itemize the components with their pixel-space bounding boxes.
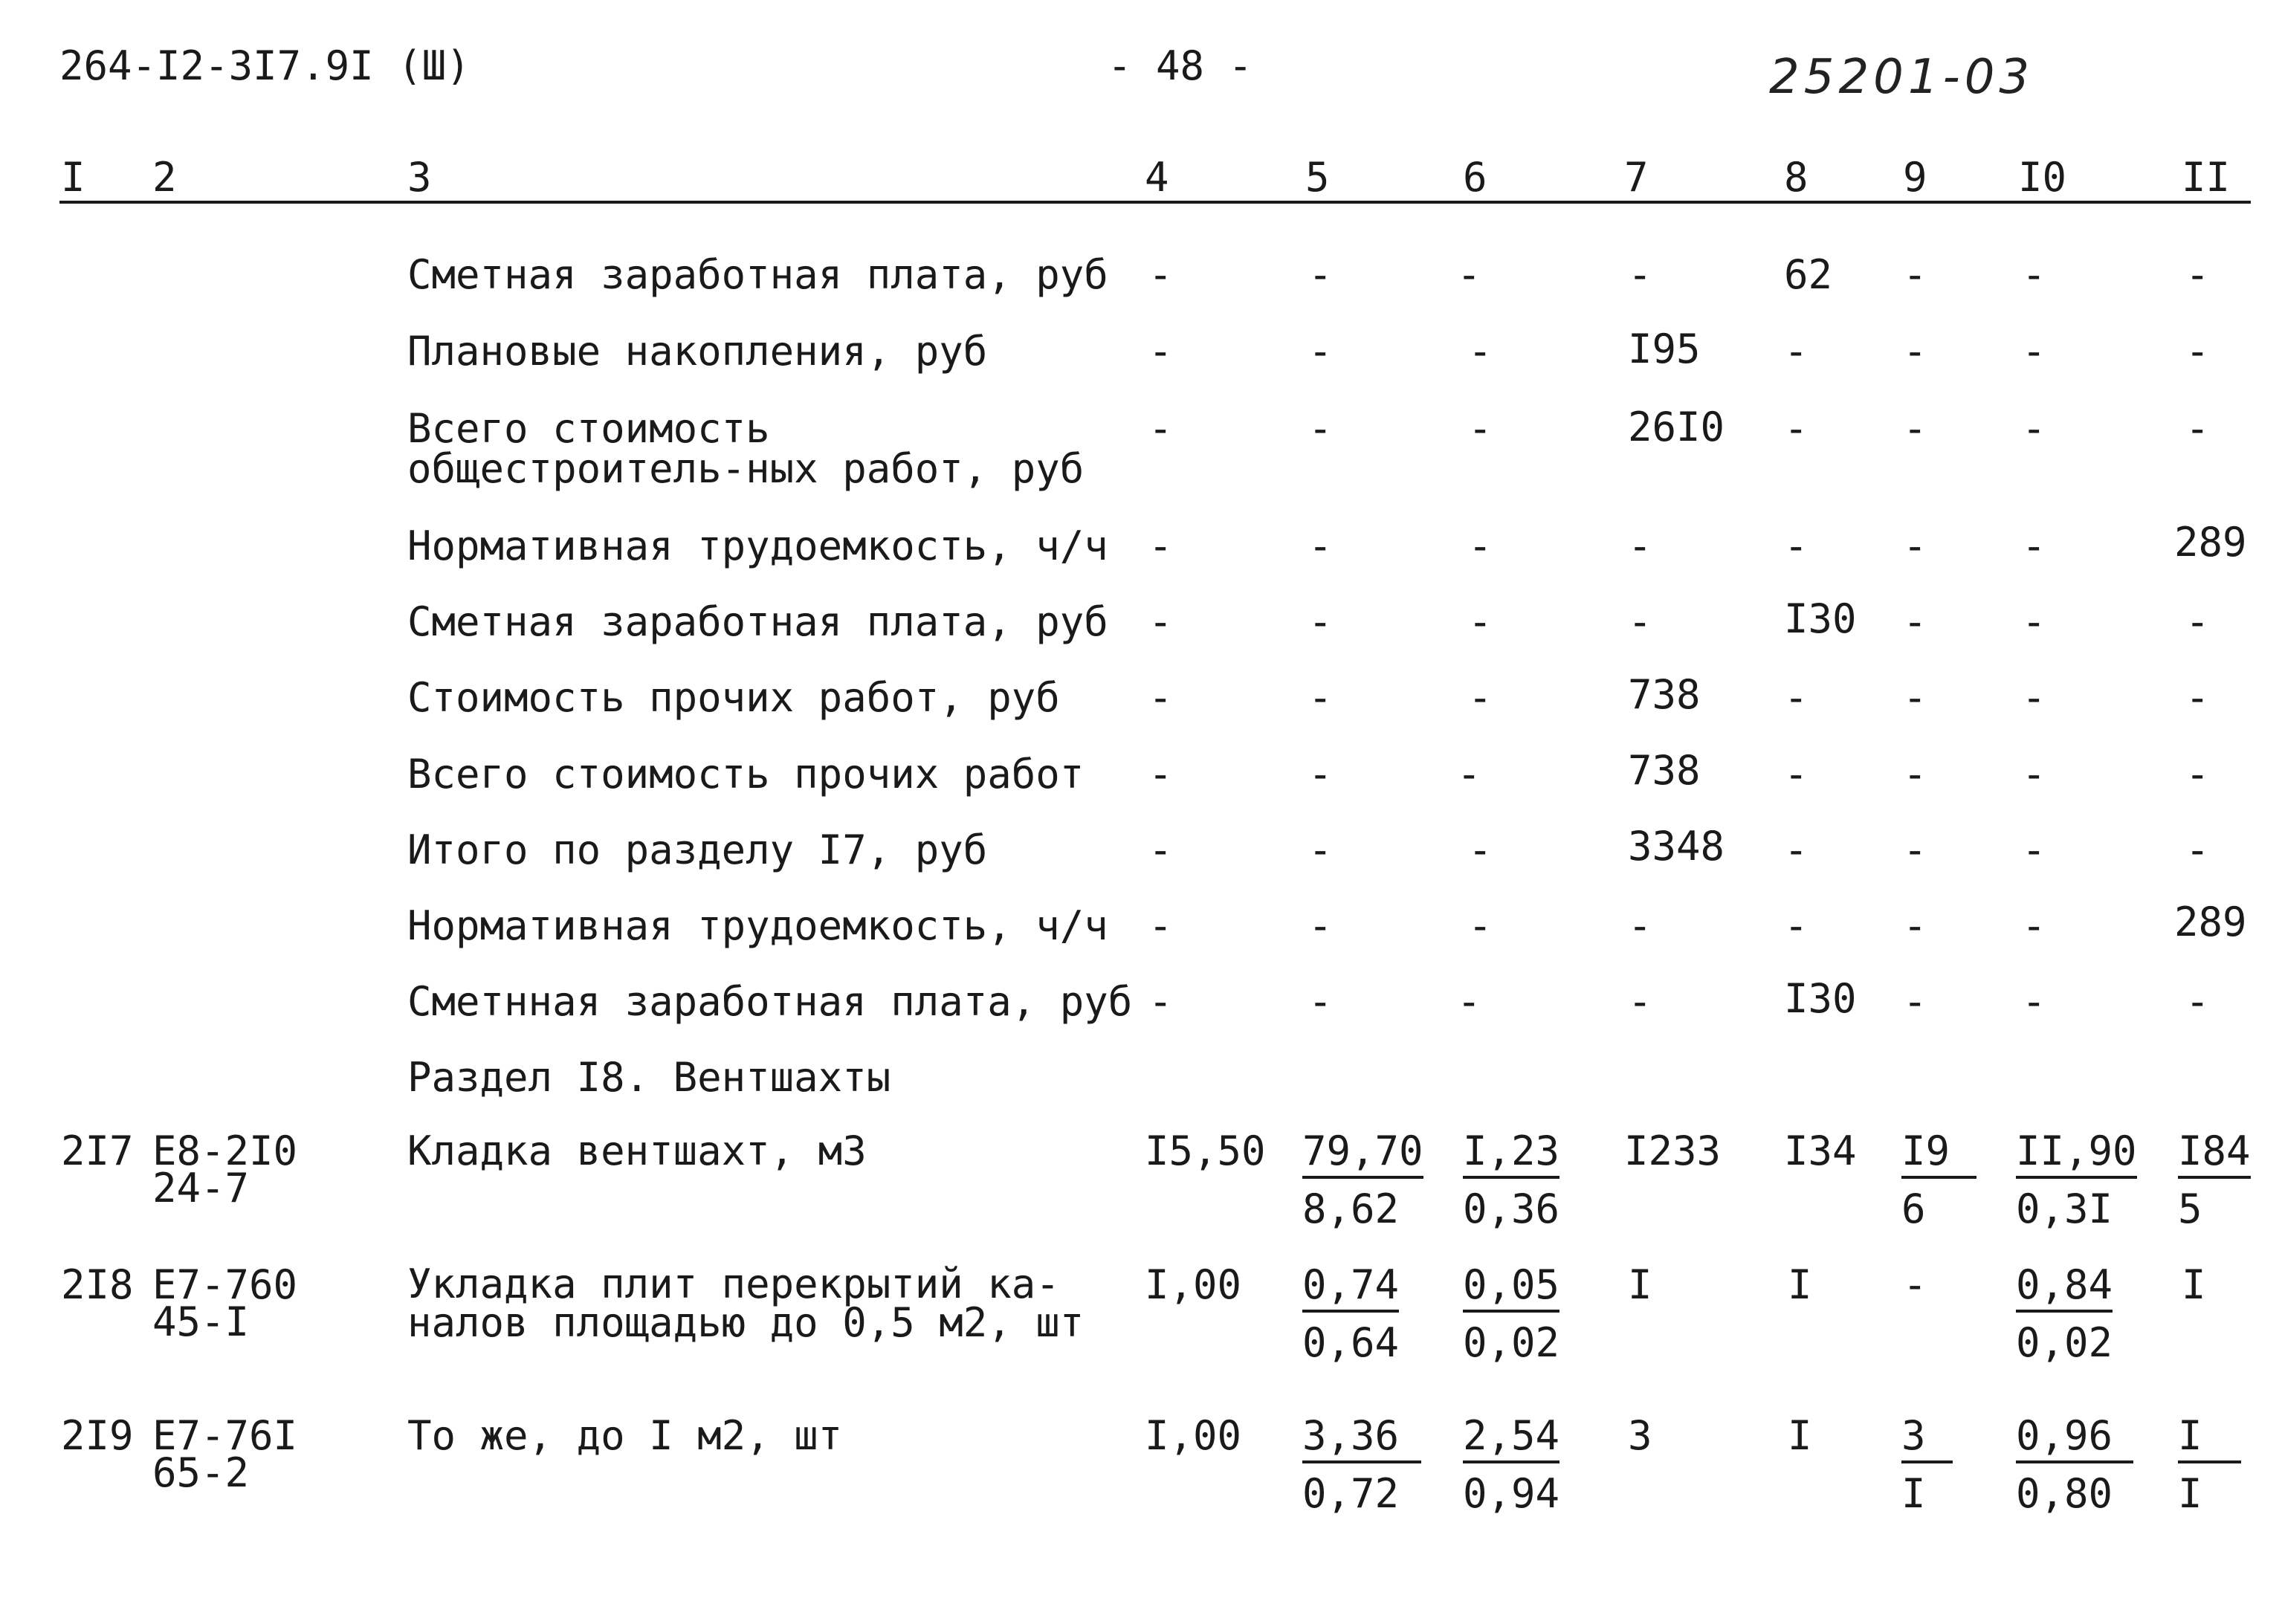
item-label: То же, до I м2, шт — [407, 1412, 843, 1459]
cell-c10: - — [2022, 751, 2046, 798]
cell-c7: - — [1628, 902, 1652, 949]
cell-c8: - — [1784, 405, 1809, 452]
cell-c11: - — [2185, 251, 2210, 298]
column-header-5: 5 — [1305, 154, 1330, 201]
cell-c10-denominator: 0,02 — [2016, 1319, 2113, 1366]
row-label: Нормативная трудоемкость, ч/ч — [407, 902, 1108, 949]
cell-c9: - — [1903, 328, 1927, 375]
row-label: Сметная заработная плата, руб — [407, 251, 1108, 298]
cell-c8: - — [1784, 826, 1809, 873]
cell-c5-denominator: 8,62 — [1302, 1185, 1400, 1232]
column-header-2: 2 — [152, 154, 177, 201]
cell-c4: - — [1148, 826, 1173, 873]
cell-c9-numerator: I9 — [1901, 1131, 1976, 1179]
column-header-8: 8 — [1784, 154, 1809, 201]
archive-stamp: 25201-03 — [1769, 50, 2034, 105]
cell-c6: - — [1468, 405, 1493, 452]
cell-c7: I95 — [1628, 326, 1701, 372]
item-number: 2I9 — [61, 1412, 134, 1459]
column-header-11: II — [2182, 154, 2231, 201]
cell-c11: 289 — [2174, 899, 2247, 945]
cell-c11: - — [2185, 598, 2210, 645]
section-title: Раздел I8. Вентшахты — [407, 1054, 891, 1101]
cell-c5: - — [1308, 751, 1333, 798]
cell-c9: - — [1903, 523, 1927, 569]
cell-c11-denominator: 5 — [2178, 1185, 2202, 1232]
cell-c11: - — [2185, 674, 2210, 721]
item-number: 2I8 — [61, 1261, 134, 1308]
cell-c11-numerator: I84 — [2178, 1131, 2251, 1179]
cell-c8: 62 — [1784, 251, 1833, 298]
cell-c10: - — [2022, 251, 2046, 298]
cell-c10: - — [2022, 978, 2046, 1025]
cell-c9: - — [1903, 902, 1927, 949]
cell-c5-denominator: 0,72 — [1302, 1470, 1400, 1517]
cell-c5: - — [1308, 978, 1333, 1025]
cell-c10: - — [2022, 674, 2046, 721]
cell-c9: - — [1903, 751, 1927, 798]
cell-c10: - — [2022, 328, 2046, 375]
cell-c4: I,00 — [1145, 1412, 1242, 1459]
cell-c4: - — [1148, 598, 1173, 645]
cell-c9: - — [1903, 674, 1927, 721]
cell-c7: - — [1628, 598, 1652, 645]
cell-c6-denominator: 0,36 — [1463, 1185, 1560, 1232]
column-header-10: I0 — [2018, 154, 2067, 201]
cell-c11: - — [2185, 751, 2210, 798]
item-code: E8-2I0 — [152, 1128, 298, 1174]
item-label: Укладка плит перекрытий ка-налов площадью до 0,5 м2, шт — [407, 1261, 1085, 1346]
cell-c11: - — [2185, 978, 2210, 1025]
column-header-3: 3 — [407, 154, 432, 201]
cell-c11: I — [2182, 1261, 2206, 1308]
column-header-4: 4 — [1145, 154, 1169, 201]
cell-c10-numerator: II,90 — [2016, 1131, 2137, 1179]
cell-c7: 3 — [1628, 1412, 1652, 1459]
item-code-sub: 45-I — [152, 1298, 250, 1345]
page-number: - 48 - — [1108, 42, 1253, 89]
cell-c9-numerator: 3 — [1901, 1416, 1953, 1463]
cell-c6-numerator: I,23 — [1463, 1131, 1559, 1179]
cell-c4: I5,50 — [1145, 1128, 1266, 1174]
document-code: 264-I2-3I7.9I (Ш) — [59, 42, 471, 89]
item-code-sub: 65-2 — [152, 1449, 250, 1496]
cell-c7: 3348 — [1628, 823, 1725, 870]
cell-c8: I — [1788, 1412, 1812, 1459]
cell-c10-denominator: 0,80 — [2016, 1470, 2113, 1517]
cell-c4: - — [1148, 751, 1173, 798]
item-code: E7-760 — [152, 1261, 298, 1308]
item-code-sub: 24-7 — [152, 1165, 250, 1211]
item-number: 2I7 — [61, 1128, 134, 1174]
row-label: Всего стоимость общестроитель-ных работ, руб — [407, 405, 1085, 492]
row-label: Плановые накопления, руб — [407, 328, 988, 375]
item-code: E7-76I — [152, 1412, 298, 1459]
cell-c5-numerator: 79,70 — [1302, 1131, 1423, 1179]
cell-c7: - — [1628, 978, 1652, 1025]
cell-c4: - — [1148, 405, 1173, 452]
cell-c7: 26I0 — [1628, 404, 1725, 450]
cell-c10: - — [2022, 598, 2046, 645]
cell-c8: I30 — [1784, 595, 1857, 642]
cell-c8: I — [1788, 1261, 1812, 1308]
row-label: Сметная заработная плата, руб — [407, 598, 1108, 645]
cell-c5: - — [1308, 251, 1333, 298]
cell-c7: - — [1628, 523, 1652, 569]
cell-c10: - — [2022, 826, 2046, 873]
cell-c7: I — [1628, 1261, 1652, 1308]
cell-c6: - — [1457, 751, 1481, 798]
row-label: Нормативная трудоемкость, ч/ч — [407, 523, 1108, 569]
cell-c5: - — [1308, 598, 1333, 645]
column-header-1: I — [61, 154, 85, 201]
cell-c9: - — [1903, 251, 1927, 298]
cell-c7: - — [1628, 251, 1652, 298]
cell-c6: - — [1457, 978, 1481, 1025]
cell-c11-numerator: I — [2178, 1416, 2241, 1463]
cell-c11: 289 — [2174, 519, 2247, 566]
cell-c7: I233 — [1624, 1128, 1722, 1174]
cell-c6: - — [1457, 251, 1481, 298]
cell-c6: - — [1468, 902, 1493, 949]
cell-c9: - — [1903, 598, 1927, 645]
cell-c5: - — [1308, 674, 1333, 721]
cell-c6: - — [1468, 598, 1493, 645]
cell-c10-numerator: 0,96 — [2016, 1416, 2133, 1463]
cell-c9: - — [1903, 1261, 1927, 1308]
cell-c9: - — [1903, 405, 1927, 452]
cell-c6: - — [1468, 523, 1493, 569]
cell-c8: - — [1784, 751, 1809, 798]
item-label: Кладка вентшахт, м3 — [407, 1128, 867, 1174]
column-header-7: 7 — [1624, 154, 1649, 201]
cell-c5-numerator: 0,74 — [1302, 1265, 1399, 1313]
cell-c6-numerator: 0,05 — [1463, 1265, 1559, 1313]
cell-c5-denominator: 0,64 — [1302, 1319, 1400, 1366]
cell-c4: - — [1148, 674, 1173, 721]
row-label: Сметнная заработная плата, руб — [407, 978, 1133, 1025]
cell-c9-denominator: I — [1901, 1470, 1926, 1517]
cell-c4: - — [1148, 902, 1173, 949]
cell-c10: - — [2022, 405, 2046, 452]
cell-c10-numerator: 0,84 — [2016, 1265, 2113, 1313]
cell-c10: - — [2022, 902, 2046, 949]
cell-c11: - — [2185, 826, 2210, 873]
cell-c4: - — [1148, 978, 1173, 1025]
cell-c6: - — [1468, 328, 1493, 375]
cell-c8: - — [1784, 674, 1809, 721]
cell-c5: - — [1308, 523, 1333, 569]
cell-c5: - — [1308, 405, 1333, 452]
cell-c4: - — [1148, 328, 1173, 375]
header-rule — [59, 201, 2251, 204]
row-label: Стоимость прочих работ, руб — [407, 674, 1060, 721]
cell-c6: - — [1468, 826, 1493, 873]
cell-c5: - — [1308, 902, 1333, 949]
cell-c5-numerator: 3,36 — [1302, 1416, 1421, 1463]
cell-c9: - — [1903, 826, 1927, 873]
cell-c6-numerator: 2,54 — [1463, 1416, 1559, 1463]
cell-c7: 738 — [1628, 747, 1701, 794]
cell-c8: I30 — [1784, 975, 1857, 1022]
cell-c4: - — [1148, 523, 1173, 569]
cell-c6-denominator: 0,94 — [1463, 1470, 1560, 1517]
cell-c5: - — [1308, 328, 1333, 375]
cell-c6-denominator: 0,02 — [1463, 1319, 1560, 1366]
cell-c9-denominator: 6 — [1901, 1185, 1926, 1232]
cell-c5: - — [1308, 826, 1333, 873]
cell-c11: - — [2185, 405, 2210, 452]
cell-c4: I,00 — [1145, 1261, 1242, 1308]
cell-c8: - — [1784, 902, 1809, 949]
cell-c7: 738 — [1628, 671, 1701, 718]
cell-c9: - — [1903, 978, 1927, 1025]
column-header-9: 9 — [1903, 154, 1927, 201]
cell-c6: - — [1468, 674, 1493, 721]
row-label: Итого по разделу I7, руб — [407, 826, 988, 873]
cell-c11-denominator: I — [2178, 1470, 2202, 1517]
cell-c10: - — [2022, 523, 2046, 569]
cell-c10-denominator: 0,3I — [2016, 1185, 2113, 1232]
cell-c11: - — [2185, 328, 2210, 375]
cell-c4: - — [1148, 251, 1173, 298]
cell-c8: I34 — [1784, 1128, 1857, 1174]
cell-c8: - — [1784, 523, 1809, 569]
row-label: Всего стоимость прочих работ — [407, 751, 1085, 798]
column-header-6: 6 — [1463, 154, 1487, 201]
cell-c8: - — [1784, 328, 1809, 375]
